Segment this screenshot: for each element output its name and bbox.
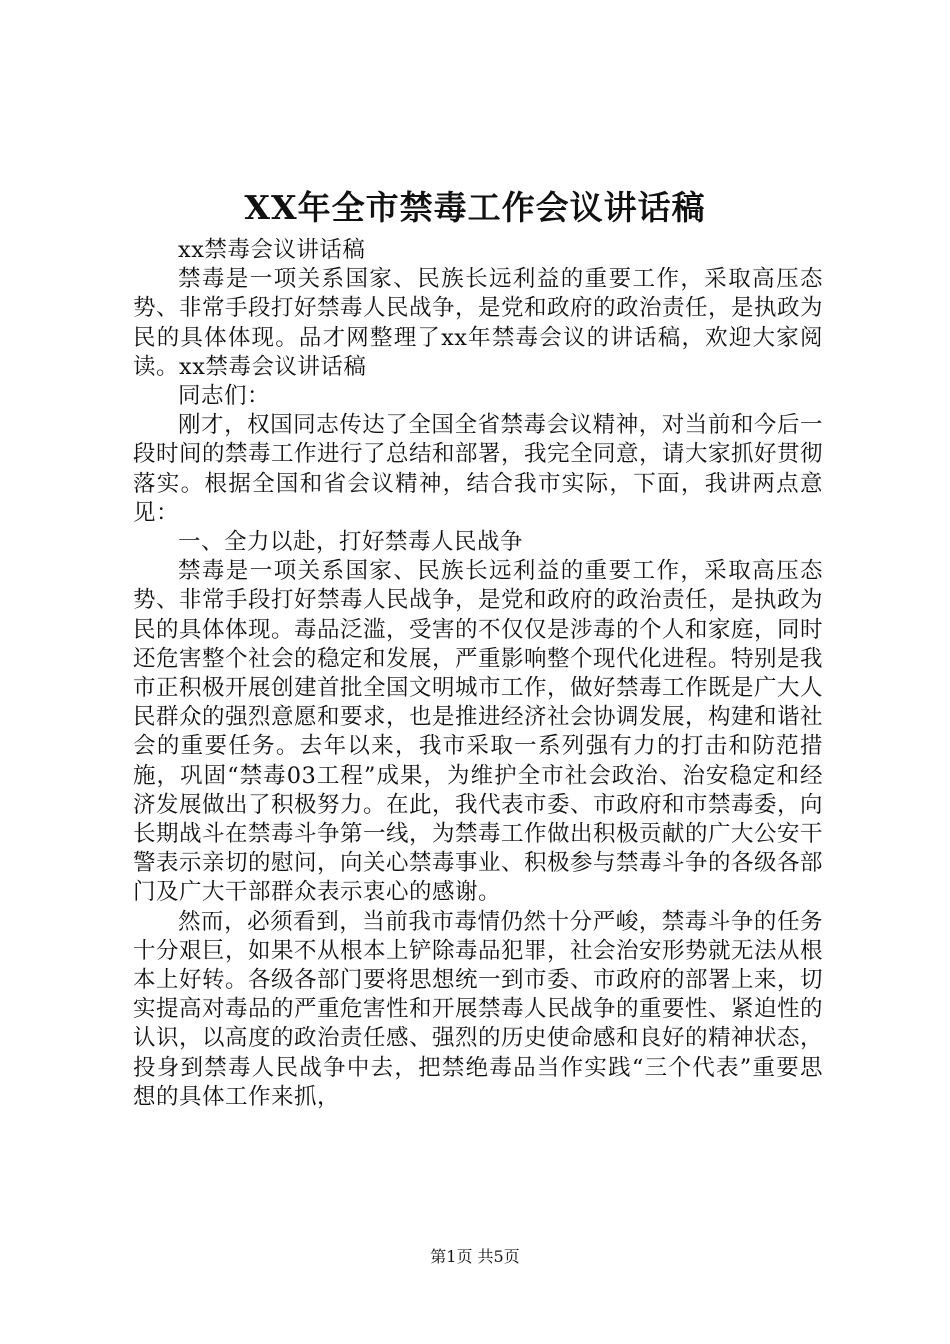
document-body bbox=[133, 236, 823, 1112]
paragraph-opening: 刚才，权国同志传达了全国全省禁毒会议精神，对当前和今后一段时间的禁毒工作进行了总结和部署，我完全同意，请大家抓好贯彻落实。根据全国和省会议精神，结合我市实际，下面，我讲两点意见： bbox=[133, 412, 824, 526]
paragraph-intro: 禁毒是一项关系国家、民族长远利益的重要工作，采取高压态势、非常手段打好禁毒人民战争，是党和政府的政治责任，是执政为民的具体体现。品才网整理了xx年禁毒会议的讲话稿，欢迎大家阅读。xx禁毒会议讲话稿 bbox=[133, 266, 824, 380]
page-number: 第1页 bbox=[430, 1247, 473, 1266]
section-heading-1: 一、全力以赴，打好禁毒人民战争 bbox=[178, 529, 524, 556]
paragraph-heading-line: xx禁毒会议讲话稿 bbox=[178, 237, 366, 263]
paragraph-salutation: 同志们： bbox=[178, 383, 271, 410]
document-title: XX年全市禁毒工作会议讲话稿 bbox=[244, 188, 706, 227]
paragraph-body-2: 然而，必须看到，当前我市毒情仍然十分严峻，禁毒斗争的任务十分艰巨，如果不从根本上铲除毒品犯罪，社会治安形势就无法从根本上好转。各级各部门要将思想统一到市委、市政府的部署上来，切实提高对毒品的严重危害性和开展禁毒人民战争的重要性、紧迫性的认识，以高度的政治责任感、强烈的历史使命感和良好的精神状态，投身到禁毒人民战争中去，把禁绝毒品当作实践“三个代表”重要思想的具体工作来抓， bbox=[133, 908, 824, 1110]
paragraph-body-1: 禁毒是一项关系国家、民族长远利益的重要工作，采取高压态势、非常手段打好禁毒人民战争，是党和政府的政治责任，是执政为民的具体体现。毒品泛滥，受害的不仅仅是涉毒的个人和家庭，同时还危害整个社会的稳定和发展，严重影响整个现代化进程。特别是我市正积极开展创建首批全国文明城市工作，做好禁毒工作既是广大人民群众的强烈意愿和要求，也是推进经济社会协调发展，构建和谐社会的重要任务。去年以来，我市采取一系列强有力的打击和防范措施，巩固“禁毒03工程”成果，为维护全市社会政治、治安稳定和经济发展做出了积极努力。在此，我代表市委、市政府和市禁毒委，向长期战斗在禁毒斗争第一线，为禁毒工作做出积极贡献的广大公安干警表示亲切的慰问，向关心禁毒事业、积极参与禁毒斗争的各级各部门及广大干部群众表示衷心的感谢。 bbox=[133, 558, 824, 906]
page-total: 共5页 bbox=[477, 1247, 520, 1266]
page-footer bbox=[0, 1247, 950, 1267]
